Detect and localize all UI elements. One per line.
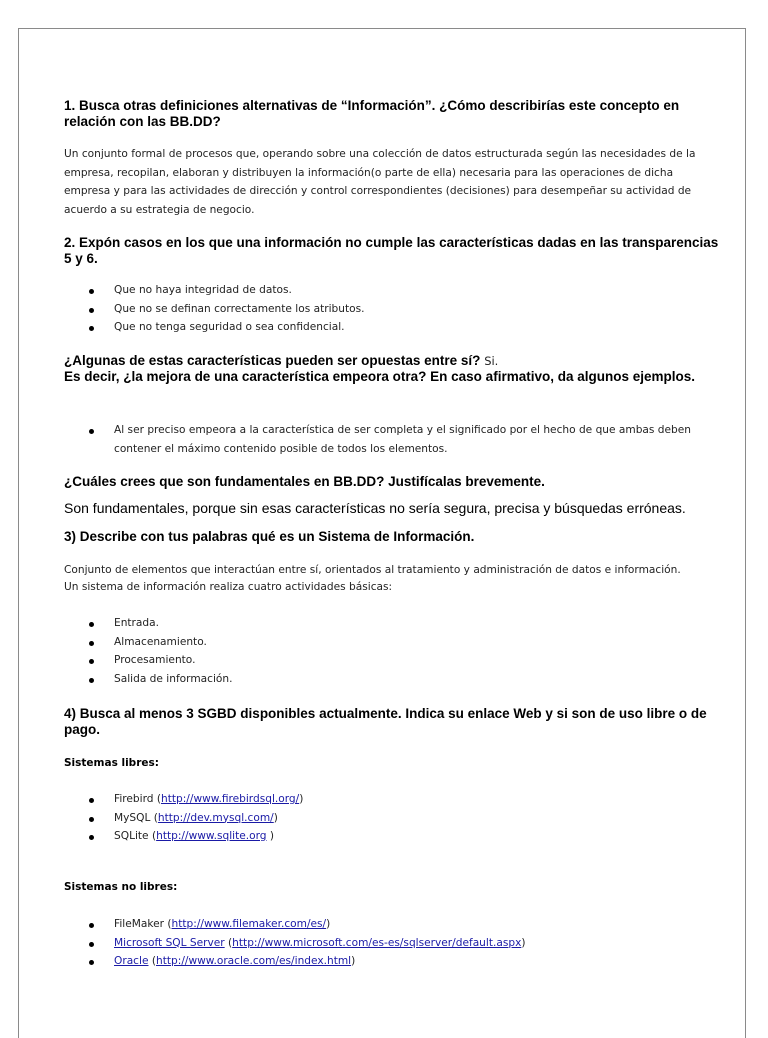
list-item: Que no haya integridad de datos. — [64, 281, 719, 300]
question-2b-line2: Es decir, ¿la mejora de una característica empeora otra? En caso afirmativo, da algunos ejemplos. — [64, 369, 695, 384]
question-4-title: 4) Busca al menos 3 SGBD disponibles actualmente. Indica su enlace Web y si son de uso libre o de pago. — [64, 706, 707, 737]
question-2b-list — [64, 421, 719, 458]
question-2b-title — [64, 353, 719, 385]
paid-systems-list — [64, 915, 719, 971]
question-2b-line1: ¿Algunas de estas características pueden ser opuestas entre sí? — [64, 353, 481, 368]
question-1-title: 1. Busca otras definiciones alternativas de “Información”. ¿Cómo describirías este concepto en relación con las BB.DD? — [64, 98, 680, 129]
question-3-title: 3) Describe con tus palabras qué es un Sistema de Información. — [64, 529, 475, 544]
list-item: Oracle (http://www.oracle.com/es/index.html) — [64, 952, 719, 971]
question-3-list — [64, 614, 719, 688]
free-systems-label: Sistemas libres: — [64, 757, 159, 769]
list-item: FileMaker (http://www.filemaker.com/es/) — [64, 915, 719, 934]
list-item: Almacenamiento. — [64, 633, 719, 652]
filemaker-link[interactable]: http://www.filemaker.com/es/ — [171, 918, 327, 930]
sql-server-name-link[interactable]: Microsoft SQL Server — [114, 936, 225, 949]
list-item: Entrada. — [64, 614, 719, 633]
firebird-link[interactable]: http://www.firebirdsql.org/ — [160, 793, 300, 805]
question-2c-title: ¿Cuáles crees que son fundamentales en BB.DD? Justifícalas brevemente. — [64, 474, 545, 489]
question-2-title: 2. Expón casos en los que una información no cumple las características dadas en las transparencias 5 y 6. — [64, 235, 719, 266]
oracle-link[interactable]: http://www.oracle.com/es/index.html — [156, 955, 352, 967]
question-2-list — [64, 281, 719, 337]
list-item: Al ser preciso empeora a la característica de ser completa y el significado por el hecho de que ambas deben contener el máximo contenido posible de todos los elementos. — [64, 421, 719, 458]
oracle-name-link[interactable]: Oracle — [114, 955, 149, 967]
paid-systems-label: Sistemas no libres: — [64, 881, 178, 893]
list-item: Firebird (http://www.firebirdsql.org/) — [64, 790, 719, 809]
sql-server-link[interactable]: http://www.microsoft.com/es-es/sqlserver/default.aspx — [232, 936, 522, 949]
question-2b-short-answer: Si. — [484, 354, 499, 368]
list-item: Salida de información. — [64, 670, 719, 689]
question-1-answer: Un conjunto formal de procesos que, operando sobre una colección de datos estructurada según las necesidades de la empresa, recopilan, elaboran y distribuyen la información(o parte de ella) necesaria para las operaciones de dicha empresa y para las actividades de dirección y control correspondientes (decisiones) para desempeñar su actividad de acuerdo a su estrategia de negocio. — [64, 148, 696, 216]
list-item: SQLite (http://www.sqlite.org ) — [64, 827, 719, 846]
list-item: Microsoft SQL Server (http://www.microsoft.com/es-es/sqlserver/default.aspx) — [64, 934, 719, 953]
mysql-link[interactable]: http://dev.mysql.com/ — [157, 811, 274, 824]
sqlite-link[interactable]: http://www.sqlite.org — [156, 830, 267, 842]
question-2c-answer: Son fundamentales, porque sin esas características no sería segura, precisa y búsquedas erróneas. — [64, 500, 686, 516]
list-item: MySQL (http://dev.mysql.com/) — [64, 809, 719, 828]
list-item: Procesamiento. — [64, 651, 719, 670]
list-item: Que no tenga seguridad o sea confidencial. — [64, 318, 719, 337]
question-3-answer: Conjunto de elementos que interactúan entre sí, orientados al tratamiento y administración de datos e información. Un sistema de información realiza cuatro actividades básicas: — [64, 564, 681, 593]
free-systems-list — [64, 790, 719, 846]
list-item: Que no se definan correctamente los atributos. — [64, 300, 719, 319]
